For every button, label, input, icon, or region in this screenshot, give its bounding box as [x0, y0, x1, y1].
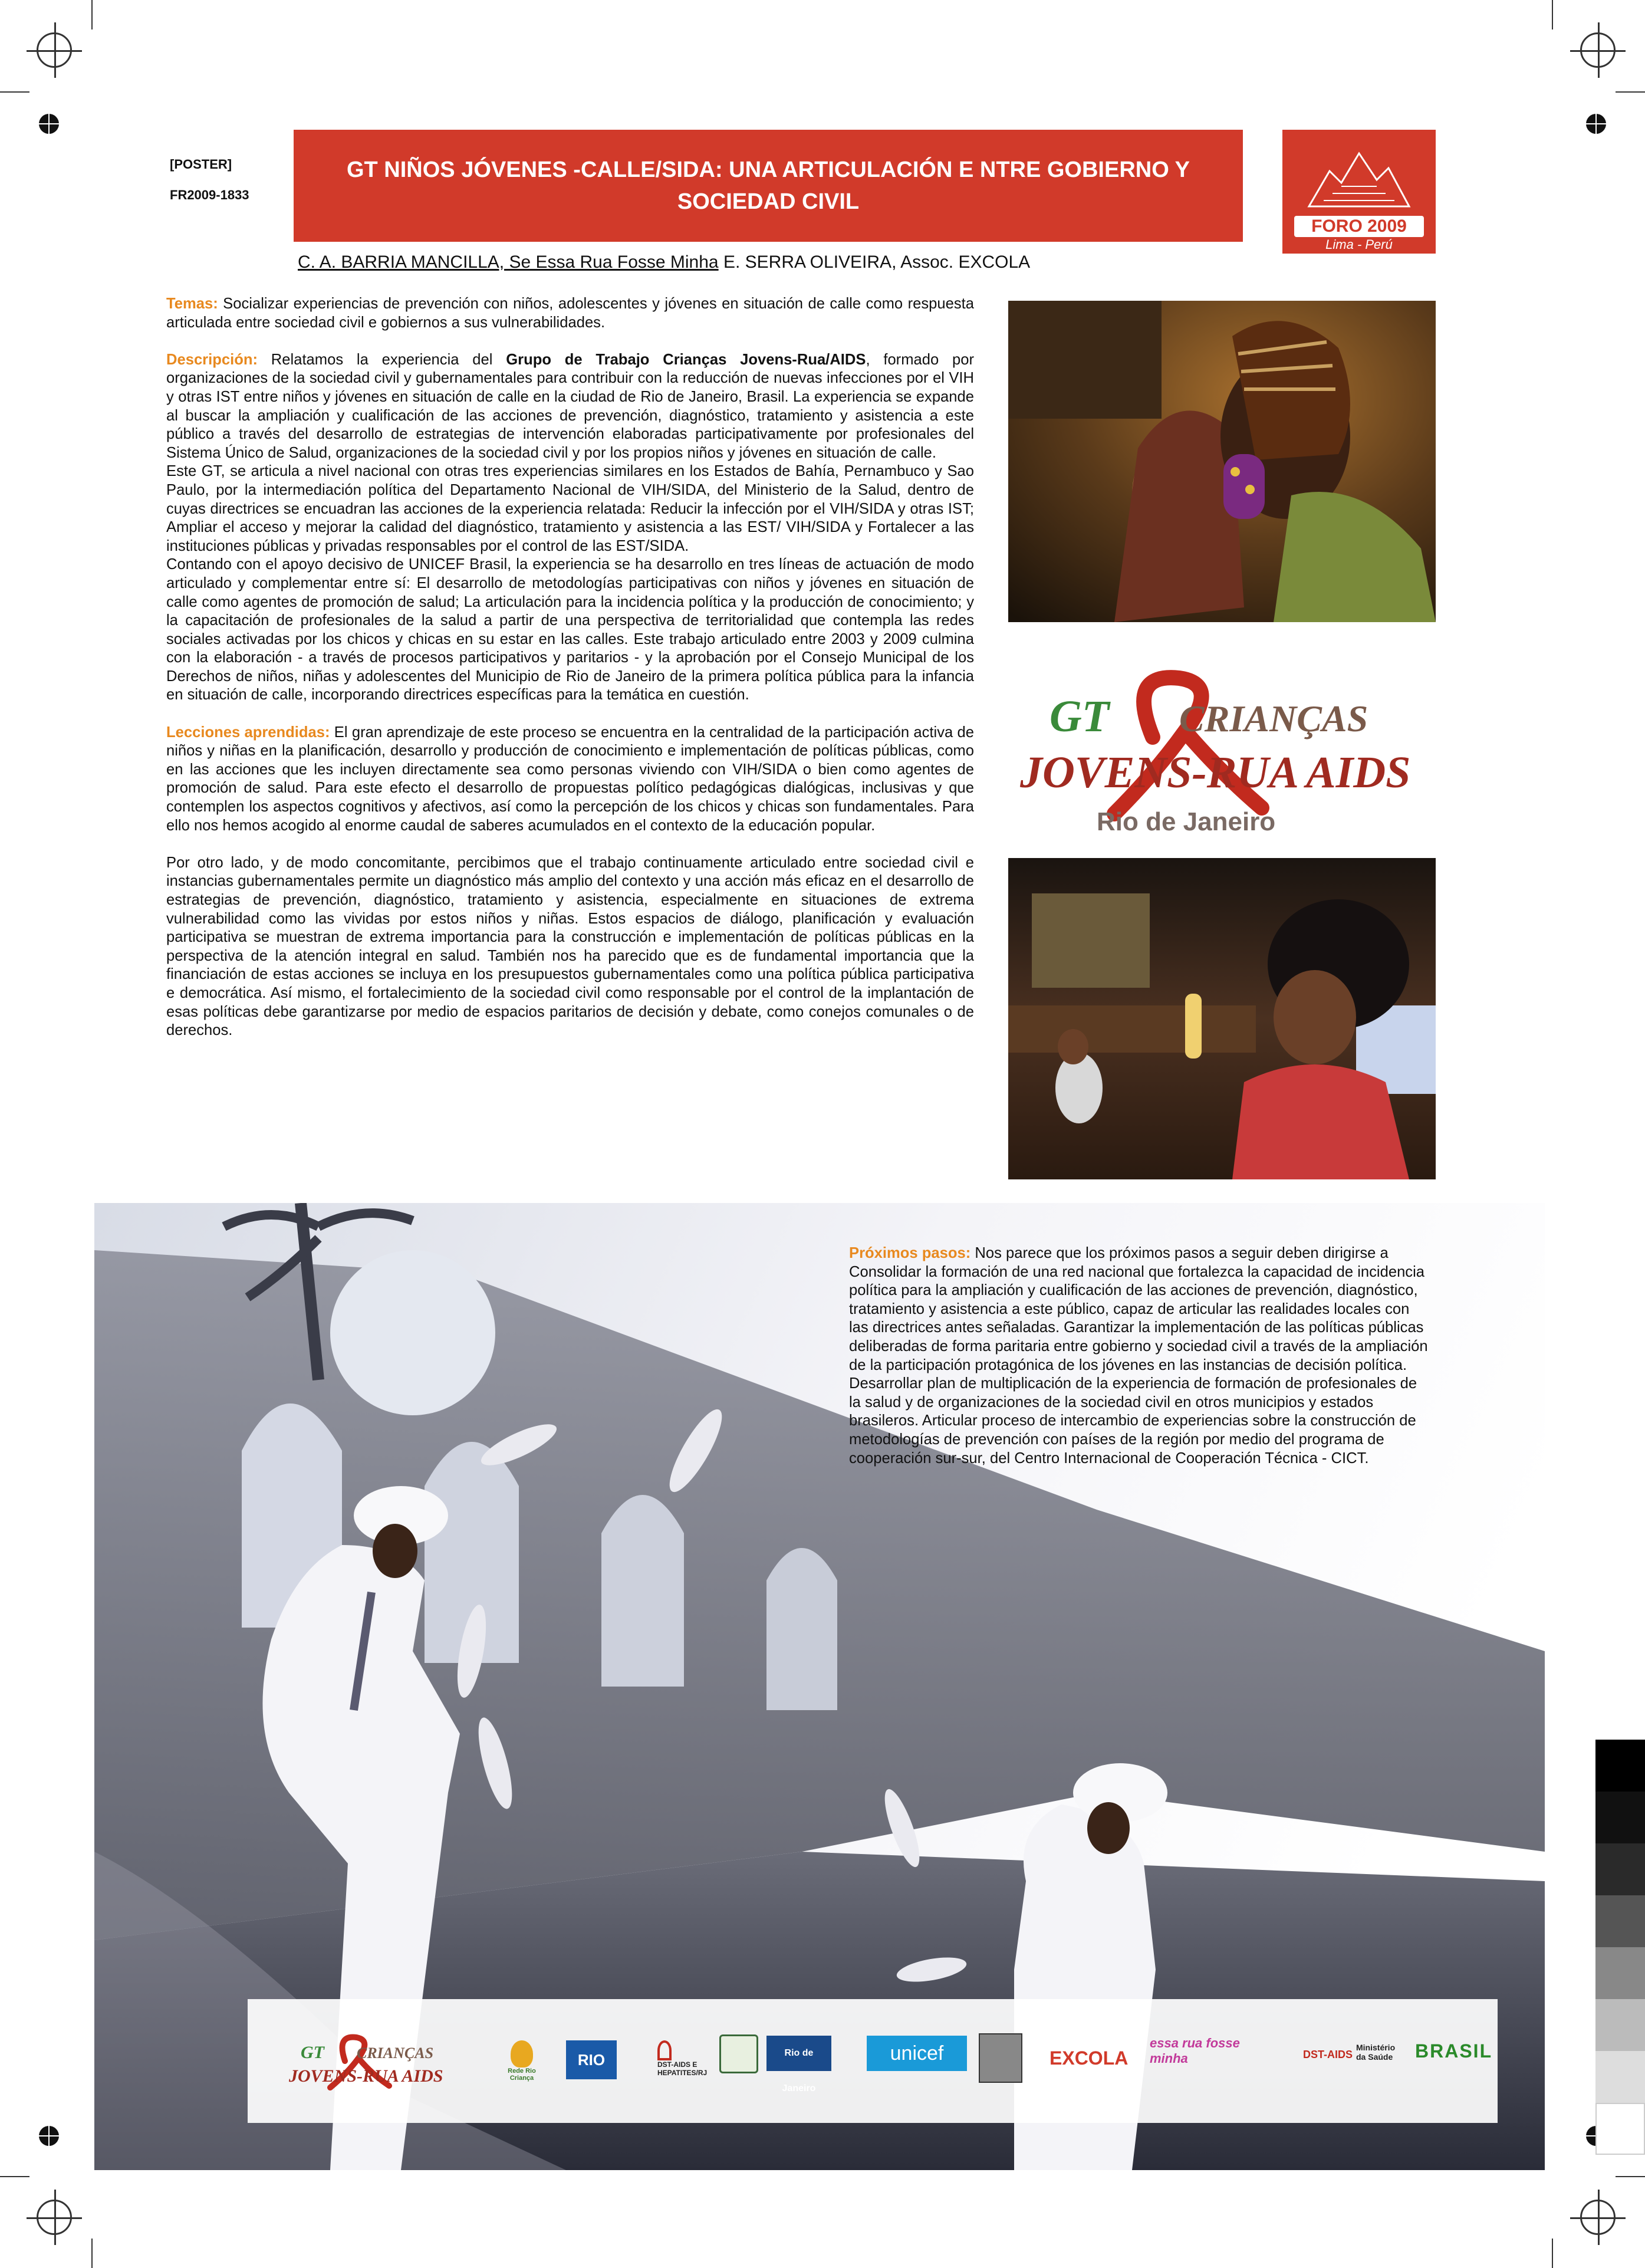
gt-logo-gt: GT: [1049, 692, 1110, 741]
registration-mark-icon: [1580, 32, 1616, 68]
partner-excola-text: EXCOLA: [1049, 2047, 1129, 2069]
grayscale-swatch: [1595, 1999, 1645, 2051]
unicef-logo: [867, 2036, 967, 2071]
proximos-pasos-paragraph: [849, 1244, 1433, 1468]
grayscale-swatch: [1595, 1740, 1645, 1792]
lecciones-label: Lecciones aprendidas:: [166, 724, 330, 741]
partner-essa-text: essa rua fosse minha: [1150, 2036, 1240, 2066]
registration-mark-icon: [37, 32, 72, 68]
gt-logo-jovens: JOVENS-RUA AIDS: [1020, 748, 1411, 797]
temas-label: Temas:: [166, 295, 218, 312]
partner-jovens-text: JOVENS-RUA AIDS: [289, 2066, 443, 2086]
dst-aids-rj-logo: [657, 2040, 710, 2077]
gt-logo-city: Rio de Janeiro: [1097, 807, 1276, 836]
partner-rede-text: Rede Rio Criança: [508, 2068, 536, 2082]
grayscale-swatch: [1595, 1947, 1645, 1999]
crop-mark: [1616, 2176, 1645, 2177]
registration-dot-icon: [1586, 114, 1606, 134]
partner-gt-text: GT: [301, 2043, 324, 2062]
crop-mark: [0, 91, 29, 93]
partner-brasil-text: BRASIL: [1415, 2040, 1493, 2062]
proximos-label: Próximos pasos:: [849, 1245, 971, 1261]
registration-mark-icon: [1580, 2200, 1616, 2235]
crop-mark: [1552, 2239, 1553, 2268]
se-essa-rua-logo: [1150, 2036, 1279, 2066]
machu-picchu-icon: [1306, 147, 1412, 212]
photo-girls-braids: [1008, 301, 1436, 622]
poster-title-text: GT NIÑOS JÓVENES -CALLE/SIDA: UNA ARTICULACIÓN E NTRE GOBIERNO Y SOCIEDAD CIVIL: [346, 157, 1190, 214]
lecciones-paragraph: [166, 724, 974, 836]
temas-paragraph: [166, 295, 974, 332]
authors-secondary: E. SERRA OLIVEIRA, Assoc. EXCOLA: [718, 252, 1031, 272]
gt-partner-logo: [283, 2032, 483, 2096]
grayscale-swatch: [1595, 1895, 1645, 1947]
partner-logos-bar: [248, 1999, 1498, 2123]
registration-dot-icon: [39, 2126, 59, 2146]
excola-logo: [1049, 2047, 1128, 2069]
main-text-column: [166, 295, 974, 1040]
partner-criancas-text: CRIANÇAS: [357, 2045, 434, 2062]
crop-mark: [1616, 91, 1645, 93]
authors-line: [298, 252, 1030, 272]
registration-dot-icon: [39, 114, 59, 134]
registration-mark-icon: [37, 2200, 72, 2235]
descripcion-paragraph-2: Este GT, se articula a nivel nacional con otras tres experiencias similares en los Estados de Bahía, Pernambuco y Sao Paulo, por la intermediación política del Departamento Nacional de VIH/SIDA, del Ministerio de la Salud, dentro de cuyas directrices se encuadran las acciones de la experiencia relatada: Reducir la infección por el VIH/SIDA y otras IST; Ampliar el acceso y mejorar la calidad del diagnóstico, tratamiento y asistencia a las EST/ VIH/SIDA y Fortalecer a las instituciones públicas y privadas responsables por el control de las EST/SIDA.: [166, 463, 974, 554]
poster-code: FR2009-1833: [170, 188, 249, 202]
descripcion-paragraph-3: Contando con el apoyo decisivo de UNICEF Brasil, la experiencia se ha desarrollo en tres líneas de actuación de modo articulado y complementar entre sí: El desarrollo de metodologías participativas con niños y jóvenes en situación de calle como agentes de promoción de salud; La articulación para la incidencia política y la producción de conocimiento; y la capacitación de profesionales de la salud a partir de una perspectiva de territorialidad que contempla las redes sociales activadas por los chicos y chicas en su estar en las calles. Este trabajo articulado entre 2003 y 2009 culmina con la elaboración - a través de procesos participativos y paritarios - y la aprobación por el Consejo Municipal de los Derechos de niños, niñas y adolescentes del Municipio de Rio de Janeiro de la primera política pública para la infancia en situación de calle, incorporando directrices específicas para la temática en cuestión.: [166, 556, 974, 704]
lecciones-paragraph-2: Por otro lado, y de modo concomitante, percibimos que el trabajo continuamente articulado entre sociedad civil e instancias gubernamentales permite un diagnóstico más amplio del contexto y una acción más eficaz en el desarrollo de estrategias de prevención, diagnóstico, tratamiento y asistencia, especialmente en situaciones de extrema vulnerabilidad como las vividas por estos niños y niñas. Estos espacios de diálogo, planificación y evaluación participativa se muestran de extrema importancia para la construcción e implementación de políticas públicas en la perspectiva de la atención integral en salud. También nos ha parecido que es de fundamental importancia que la financiación de estas acciones se incluya en los presupuestos gubernamentales como una política pública participativa e democrática. Así mismo, el fortalecimiento de la sociedad civil como responsable por el control de la implantación de esas políticas debe garantizarse por medio de espacios paritarios de decisión y debate, como conejos comunales o de derechos.: [166, 854, 974, 1039]
brasil-governo-logo: [1415, 2040, 1492, 2062]
descripcion-paragraph: [166, 351, 974, 463]
crop-mark: [1552, 0, 1553, 29]
crop-mark: [91, 0, 93, 29]
partner-ministerio-text: Ministério da Saúde: [1356, 2043, 1396, 2062]
grayscale-swatch: [1595, 2051, 1645, 2103]
grayscale-swatch: [1595, 1792, 1645, 1843]
poster-title: [294, 130, 1243, 242]
descripcion-label: Descripción:: [166, 351, 258, 368]
crop-mark: [91, 2239, 93, 2268]
secretaria-rj-logo: [766, 2036, 831, 2093]
descripcion-bold: Grupo de Trabajo Crianças Jovens-Rua/AIDS: [506, 351, 866, 368]
governo-rj-logo: [719, 2034, 758, 2073]
partner-rio-text: RIO: [577, 2051, 606, 2069]
portrait-logo: [979, 2033, 1022, 2083]
foro-2009-logo: [1282, 130, 1436, 254]
partner-unicef-text: unicef: [890, 2042, 944, 2065]
photo-boy-costume: [1008, 858, 1436, 1179]
crop-mark: [0, 2176, 29, 2177]
partner-dst2-text: DST-AIDS: [1303, 2049, 1353, 2060]
gt-logo-criancas: CRIANÇAS: [1179, 698, 1368, 739]
grayscale-swatch: [1595, 1843, 1645, 1895]
grayscale-swatch: [1595, 2103, 1645, 2155]
authors-primary: C. A. BARRIA MANCILLA, Se Essa Rua Fosse Minha: [298, 252, 719, 272]
ministerio-saude-logo: [1356, 2043, 1403, 2062]
gt-criancas-logo: [1008, 660, 1474, 849]
descripcion-post: , formado por organizaciones de la sociedad civil y gubernamentales para contribuir con la reducción de nuevas infecciones por el VIH y otras IST entre niños y jóvenes en situación de calle en la ciudad de Rio de Janeiro, Brasil. La experiencia se expande al buscar la ampliación y cualificación de las acciones de prevención, diagnóstico, tratamiento y asistencia a este público a través del desarrollo de estrategias de intervención elaboradas participativamente por profesionales del Sistema Único de Salud, organizaciones de la sociedad civil y por los propios niños y jóvenes en situación de calle.: [166, 351, 974, 461]
poster-type-label: [POSTER]: [170, 157, 232, 172]
temas-text: Socializar experiencias de prevención con niños, adolescentes y jóvenes en situación de calle como respuesta articulada entre sociedad civil e gobiernos a sus vulnerabilidades.: [166, 295, 974, 331]
partner-sec-text: Rio de Janeiro: [782, 2048, 816, 2093]
rio-prefeitura-logo: [566, 2040, 617, 2079]
descripcion-pre: Relatamos la experiencia del: [258, 351, 506, 368]
lecciones-text: El gran aprendizaje de este proceso se encuentra en la centralidad de la participación activa de niños y niñas en la planificación, desarrollo y producción de conocimiento e implementación de políticas públicas, como en las acciones que les incluyen directamente sea como personas viviendo con VIH/SIDA o bien como agentes de promoción de salud. Para este efecto el desarrollo de propuestas político pedagógicas dialógicas, inclusivas y que contemplen los aspectos cognitivos y afectivos, así como la percepción de los chicos y chicas son fundamentales. Para ello nos hemos acogido al enorme caudal de saberes acumulados en el contexto de la educación popular.: [166, 724, 974, 834]
foro-badge: FORO 2009: [1294, 216, 1424, 237]
dst-aids-logo: [1303, 2049, 1353, 2061]
proximos-text: Nos parece que los próximos pasos a seguir deben dirigirse a Consolidar la formación de una red nacional que fortalezca la capacidad de incidencia política para la ampliación y cualificación de las acciones de prevención, diagnóstico, tratamiento y asistencia a este público, capaz de articular las realidades locales con las directrices antes señaladas. Garantizar la implementación de las políticas públicas deliberadas de forma paritaria entre gobierno y sociedad civil a través de la ampliación de la participación protagónica de los jóvenes en las instancias de decisión política. Desarrollar plan de multiplicación de la experiencia de formación de profesionales de la salud y de organizaciones de la sociedad civil en otros municipios y estados brasileros. Articular proceso de intercambio de experiencias sobre la construcción de metodologías de prevención con países de la región por medio del programa de cooperación sur-sur, del Centro Internacional de Cooperación Técnica - CICT.: [849, 1245, 1428, 1467]
foro-subtitle: Lima - Perú: [1325, 237, 1393, 252]
rede-rio-crianca-logo: [501, 2040, 542, 2082]
partner-dst-text: DST-AIDS E HEPATITES/RJ: [657, 2060, 708, 2077]
